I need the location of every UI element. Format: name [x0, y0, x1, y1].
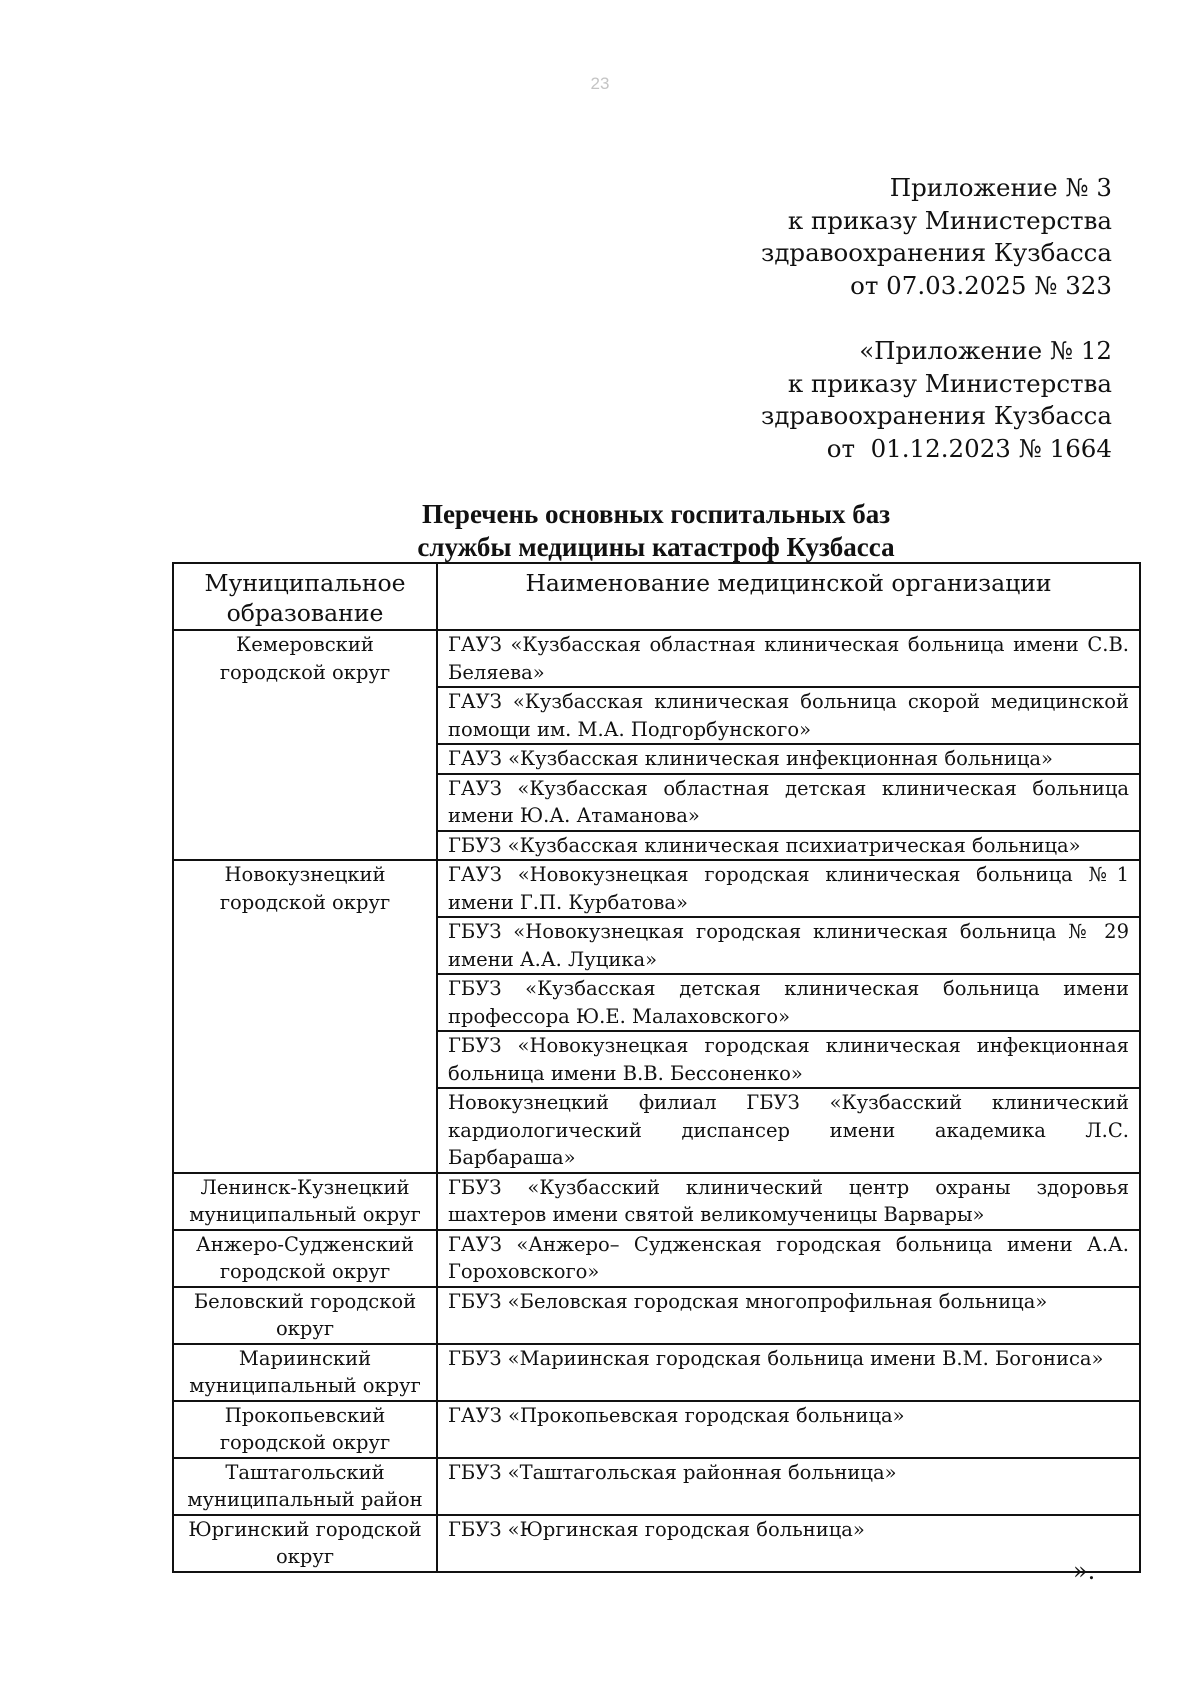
appendix-line: здравоохранения Кузбасса	[760, 238, 1112, 267]
organization-cell: ГАУЗ «Кузбасская областная детская клиническая больница имени Ю.А. Атаманова»	[437, 774, 1140, 831]
municipality-cell: Беловский городской округ	[173, 1287, 437, 1344]
appendix-line: к приказу Министерства	[787, 205, 1112, 235]
appendix-line: от 07.03.2025 № 323	[850, 270, 1112, 300]
table-row	[173, 1173, 1140, 1230]
table-row	[173, 1401, 1140, 1458]
municipality-cell: Мариинский муниципальный округ	[173, 1344, 437, 1401]
table-row	[173, 1287, 1140, 1344]
header-organization: Наименование медицинской организации	[437, 563, 1140, 630]
document-title	[172, 498, 1140, 564]
title-line: Перечень основных госпитальных баз	[421, 499, 891, 529]
appendix-line: здравоохранения Кузбасса	[760, 401, 1112, 430]
organization-cell: ГАУЗ «Кузбасская областная клиническая больница имени С.В. Беляева»	[437, 630, 1140, 687]
municipality-cell: Юргинский городской округ	[173, 1515, 437, 1572]
municipality-cell: Новокузнецкий городской округ	[173, 860, 437, 1173]
municipality-cell: Анжеро-Судженский городской округ	[173, 1230, 437, 1287]
organization-cell: ГБУЗ «Кузбасская клиническая психиатрическая больница»	[437, 831, 1140, 861]
municipality-cell: Кемеровский городской округ	[173, 630, 437, 860]
title-line: службы медицины катастроф Кузбасса	[417, 532, 895, 562]
appendix-line: Приложение № 3	[889, 173, 1112, 202]
appendix-header-previous	[572, 335, 1112, 465]
appendix-header-current	[572, 172, 1112, 302]
appendix-line: к приказу Министерства	[787, 368, 1112, 398]
organization-cell: ГАУЗ «Новокузнецкая городская клиническая больница №1 имени Г.П. Курбатова»	[437, 860, 1140, 917]
organization-cell: ГБУЗ «Кузбасская детская клиническая больница имени профессора Ю.Е. Малаховского»	[437, 974, 1140, 1031]
organization-cell: ГАУЗ «Кузбасская клиническая инфекционная больница»	[437, 744, 1140, 774]
table-row	[173, 1458, 1140, 1515]
page-number: 23	[590, 74, 610, 93]
organization-cell: ГБУЗ «Новокузнецкая городская клиническая инфекционная больница имени В.В. Бессоненко»	[437, 1031, 1140, 1088]
table-header-row	[173, 563, 1140, 630]
organization-cell: ГБУЗ «Новокузнецкая городская клиническая больница № 29 имени А.А. Луцика»	[437, 917, 1140, 974]
table-body	[173, 630, 1140, 1572]
closing-quote: ».	[1073, 1557, 1096, 1585]
municipality-cell: Таштагольский муниципальный район	[173, 1458, 437, 1515]
table-row	[173, 860, 1140, 917]
organization-cell: ГБУЗ «Кузбасский клинический центр охраны здоровья шахтеров имени святой великомученицы Варвары»	[437, 1173, 1140, 1230]
appendix-line: от 01.12.2023 № 1664	[826, 433, 1112, 463]
organization-cell: ГБУЗ «Мариинская городская больница имени В.М. Богониса»	[437, 1344, 1140, 1401]
organization-cell: ГБУЗ «Таштагольская районная больница»	[437, 1458, 1140, 1515]
hospital-bases-table	[172, 562, 1141, 1573]
table-row	[173, 1344, 1140, 1401]
municipality-cell: Прокопьевский городской округ	[173, 1401, 437, 1458]
table-row	[173, 630, 1140, 687]
organization-cell: ГАУЗ «Кузбасская клиническая больница скорой медицинской помощи им. М.А. Подгорбунского»	[437, 687, 1140, 744]
organization-cell: ГАУЗ «Анжеро– Судженская городская больница имени А.А. Гороховского»	[437, 1230, 1140, 1287]
organization-cell: ГБУЗ «Беловская городская многопрофильная больница»	[437, 1287, 1140, 1344]
table-row	[173, 1515, 1140, 1572]
organization-cell: Новокузнецкий филиал ГБУЗ «Кузбасский клинический кардиологический диспансер имени академика Л.С. Барбараша»	[437, 1088, 1140, 1173]
municipality-cell: Ленинск-Кузнецкий муниципальный округ	[173, 1173, 437, 1230]
organization-cell: ГАУЗ «Прокопьевская городская больница»	[437, 1401, 1140, 1458]
organization-cell: ГБУЗ «Юргинская городская больница»	[437, 1515, 1140, 1572]
header-municipality: Муниципальное образование	[173, 563, 437, 630]
appendix-line: «Приложение № 12	[859, 336, 1112, 365]
table-row	[173, 1230, 1140, 1287]
